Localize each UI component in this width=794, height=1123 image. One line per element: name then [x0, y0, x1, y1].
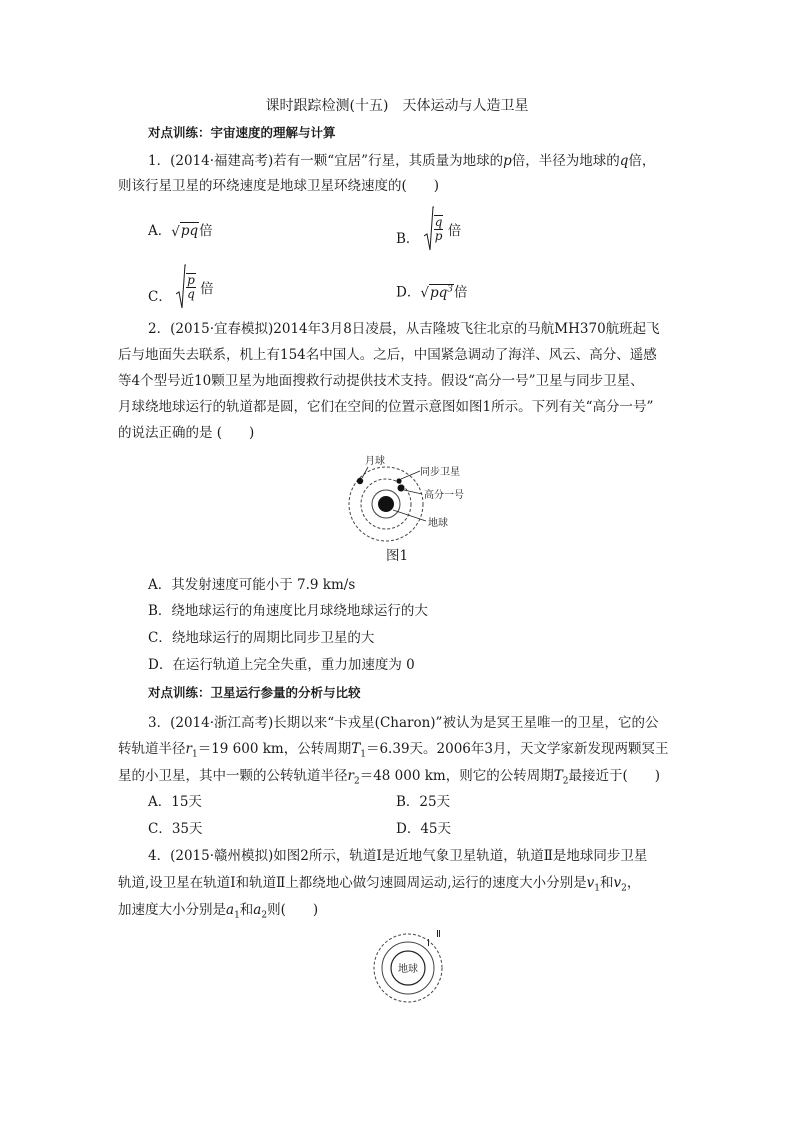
unit-bei: 倍 [453, 284, 468, 301]
q4-line-1: 4．(2015·赣州模拟)如图2所示，轨道Ⅰ是近地气象卫星轨道，轨道Ⅱ是地球同步卫星 [148, 848, 648, 864]
subscript: 1 [594, 883, 600, 894]
label-moon: 月球 [365, 456, 385, 467]
subscript: 1 [360, 749, 366, 760]
section-heading-2: 对点训练：卫星运行参量的分析与比较 [148, 685, 361, 700]
var-T: T [351, 741, 361, 757]
earth-icon [378, 496, 394, 512]
q2-option-b: B．绕地球运行的角速度比月球绕地球运行的大 [148, 603, 428, 619]
q4-text: 加速度大小分别是 [118, 902, 226, 918]
q4-text: 则( ) [267, 902, 319, 918]
option-label: D． [396, 284, 421, 301]
var-a: a [226, 902, 235, 918]
q2-line-5: 的说法正确的是 ( ) [118, 425, 255, 441]
leader-line-sync [401, 471, 420, 479]
subscript: 2 [562, 776, 569, 787]
subscript: 2 [353, 776, 360, 787]
var-v: v [613, 875, 622, 891]
q2-line-3: 等4个型号近10颗卫星为地面搜救行动提供技术支持。假设“高分一号”卫星与同步卫星、 [118, 373, 644, 389]
q4-text: ， [626, 875, 641, 891]
q3-text: ＝48 000 km，则它的公转周期 [359, 768, 554, 784]
q2-line-4: 月球绕地球运行的轨道都是圆，它们在空间的位置示意图如图1所示。下列有关“高分一号” [118, 399, 654, 415]
label-orbit-1: Ⅰ [427, 938, 430, 949]
subscript: 1 [191, 749, 198, 760]
sync-satellite-icon [396, 478, 401, 483]
denominator: p [434, 229, 443, 243]
q2-option-a: A．其发射速度可能小于 7.9 km/s [148, 577, 356, 593]
option-label: C． [148, 289, 172, 305]
var-p: p [503, 153, 512, 169]
figure-1-orbit-diagram [340, 448, 500, 544]
q2-line-1: 2．(2015·宜春模拟)2014年3月8日凌晨，从吉隆坡飞往北京的马航MH370航班起飞 [148, 321, 660, 337]
figure-2-orbit-diagram [370, 926, 460, 1010]
q4-text: 和 [239, 902, 254, 918]
q1-option-c [148, 264, 214, 314]
section-heading-1: 对点训练：宇宙速度的理解与计算 [148, 125, 336, 140]
subscript: 2 [261, 910, 268, 921]
label-gaofen-1: 高分一号 [424, 490, 464, 501]
unit-bei: 倍 [199, 223, 213, 239]
figure-1-caption: 图1 [385, 548, 409, 564]
subscript: 2 [621, 883, 627, 894]
q4-text: 和 [599, 875, 614, 891]
q2-option-c: C．绕地球运行的周期比同步卫星的大 [148, 630, 375, 646]
sqrt-sign-icon [424, 206, 434, 252]
q4-line-2 [118, 874, 640, 898]
label-earth: 地球 [398, 964, 418, 975]
subscript: 1 [234, 910, 240, 921]
exponent: 3 [447, 284, 453, 294]
q3-text: 最接近于( ) [568, 768, 661, 784]
var-r: r [185, 741, 192, 757]
q3-text: 星的小卫星，其中一颗的公转轨道半径 [118, 768, 348, 784]
var-r: r [347, 768, 354, 784]
q1-option-b [396, 206, 461, 256]
denominator: q [187, 287, 195, 301]
q1-text-a: 1．(2014·福建高考)若有一颗“宜居”行星，其质量为地球的 [148, 153, 504, 169]
fraction [186, 273, 196, 301]
var-q: q [619, 153, 629, 169]
q3-option-d: D．45天 [396, 821, 452, 837]
q2-line-2: 后与地面失去联系，机上有154名中国人。之后，中国紧急调动了海洋、风云、高分、遥感 [118, 347, 657, 363]
fraction [434, 215, 444, 243]
leader-line-gaofen [404, 490, 422, 494]
option-label: A． [148, 223, 172, 239]
q3-text: 转轨道半径 [118, 741, 186, 757]
numerator: p [187, 273, 195, 287]
unit-bei: 倍 [447, 223, 462, 239]
q3-option-c: C．35天 [148, 821, 203, 837]
label-orbit-2: Ⅱ [436, 929, 441, 940]
page-title: 课时跟踪检测(十五) 天体运动与人造卫星 [265, 98, 529, 114]
radicand-pq3 [429, 284, 454, 301]
q3-text: ＝6.39天。2006年3月，天文学家新发现两颗冥王 [365, 741, 669, 757]
q1-text-c: 倍， [628, 153, 656, 169]
q1-text-b: 倍，半径为地球的 [511, 153, 620, 169]
unit-bei: 倍 [200, 281, 214, 297]
sqrt-symbol: √ [171, 223, 180, 240]
q1-option-d [396, 280, 467, 302]
q3-line-1: 3．(2014·浙江高考)长期以来“卡戎星(Charon)”被认为是冥王星唯一的卫星，它的公 [148, 715, 659, 731]
label-sync-satellite: 同步卫星 [420, 467, 460, 478]
q3-option-a: A．15天 [148, 794, 202, 810]
leader-line-moon [362, 467, 368, 478]
sqrt-fraction-q-over-p [424, 206, 444, 252]
var-v: v [586, 875, 595, 891]
option-label: B． [396, 231, 420, 247]
var-T: T [553, 768, 563, 784]
q3-line-2 [118, 740, 668, 764]
q4-text: 轨道,设卫星在轨道Ⅰ和轨道Ⅱ上都绕地心做匀速圆周运动,运行的速度大小分别是 [118, 875, 587, 891]
label-earth: 地球 [428, 518, 448, 529]
q2-option-d: D．在运行轨道上完全失重，重力加速度为 0 [148, 657, 415, 673]
numerator: q [434, 215, 443, 229]
radicand-base: pq [429, 284, 448, 301]
moon-icon [357, 478, 363, 484]
q1-line-1 [148, 152, 655, 170]
q3-line-3 [118, 767, 660, 791]
q3-option-b: B．25天 [396, 794, 451, 810]
var-a: a [253, 902, 262, 918]
sqrt-sign-icon [176, 264, 186, 310]
q3-text: ＝19 600 km，公转周期 [197, 741, 352, 757]
radicand-pq: pq [180, 223, 199, 239]
q1-line-2: 则该行星卫星的环绕速度是地球卫星环绕速度的( ) [118, 178, 440, 194]
q4-line-3 [118, 901, 318, 925]
sqrt-fraction-p-over-q [176, 264, 196, 310]
gaofen-satellite-icon [398, 485, 405, 492]
sqrt-symbol: √ [420, 285, 429, 301]
q1-option-a [148, 222, 213, 241]
